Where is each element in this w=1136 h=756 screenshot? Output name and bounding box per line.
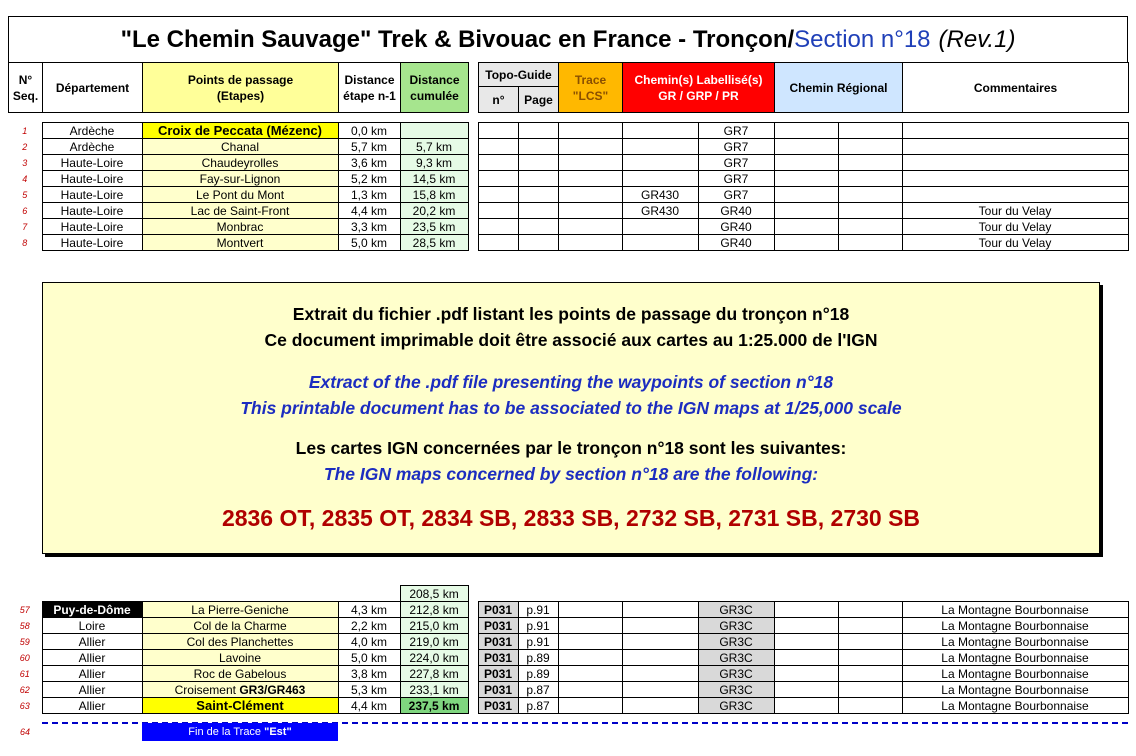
- table-cell: GR7: [698, 187, 774, 203]
- table-cell: [142, 586, 338, 602]
- table-cell: [558, 618, 622, 634]
- table-cell: p.89: [518, 666, 558, 682]
- table-cell: GR3C: [698, 634, 774, 650]
- table-cell: 58: [19, 620, 30, 631]
- table-cell: [902, 586, 1128, 602]
- table-cell: [838, 586, 902, 602]
- table-cell: 61: [19, 668, 30, 679]
- table-cell: Haute-Loire: [42, 219, 142, 235]
- table-cell: [774, 666, 838, 682]
- table-row: [8, 219, 1128, 235]
- table-cell: 5,0 km: [338, 235, 400, 251]
- table-cell: [518, 171, 558, 187]
- table-row: [8, 235, 1128, 251]
- table-cell: 62: [19, 684, 30, 695]
- table-cell: 2: [22, 141, 28, 152]
- table-cell: P031: [478, 666, 518, 682]
- table-row: [8, 203, 1128, 219]
- table-cell: GR3C: [698, 682, 774, 698]
- table-cell: Montvert: [142, 235, 338, 251]
- table-cell: 212,8 km: [400, 602, 468, 618]
- table-cell: [774, 602, 838, 618]
- table-cell: 15,8 km: [400, 187, 468, 203]
- table-cell: [478, 203, 518, 219]
- table-cell: 20,2 km: [400, 203, 468, 219]
- table-cell: [902, 187, 1128, 203]
- table-cell: [400, 123, 468, 139]
- table-cell: [468, 634, 478, 650]
- table-row: [8, 698, 1128, 714]
- table-cell: [902, 123, 1128, 139]
- table-cell: [902, 155, 1128, 171]
- table-cell: [558, 123, 622, 139]
- table-cell: Haute-Loire: [42, 171, 142, 187]
- table-cell: [468, 602, 478, 618]
- table-cell: Allier: [42, 650, 142, 666]
- table-cell: [774, 171, 838, 187]
- table-cell: [838, 123, 902, 139]
- table-cell: [478, 586, 518, 602]
- table-cell: Allier: [42, 634, 142, 650]
- table-cell: [478, 219, 518, 235]
- header-seq: N° Seq.: [9, 63, 43, 113]
- table-cell: 8: [22, 237, 28, 248]
- table-cell: [478, 123, 518, 139]
- table-cell: Haute-Loire: [42, 203, 142, 219]
- header-cumulative: Distance cumulée: [401, 63, 469, 113]
- table-cell: [468, 139, 478, 155]
- table-cell: p.91: [518, 618, 558, 634]
- table-cell: GR7: [698, 139, 774, 155]
- table-cell: [558, 586, 622, 602]
- table-cell: 5,7 km: [400, 139, 468, 155]
- table-cell: [558, 235, 622, 251]
- table-cell: [698, 586, 774, 602]
- header-topo-number: n°: [479, 87, 519, 113]
- table-cell: [622, 171, 698, 187]
- header-departement: Département: [43, 63, 143, 113]
- table-cell: [774, 634, 838, 650]
- table-cell: [558, 682, 622, 698]
- table-cell: [518, 139, 558, 155]
- table-cell: [622, 682, 698, 698]
- table-cell: GR40: [698, 235, 774, 251]
- table-cell: Allier: [42, 682, 142, 698]
- info-fr-line1: Extrait du fichier .pdf listant les points de passage du tronçon n°18: [292, 304, 850, 324]
- table-cell: Monbrac: [142, 219, 338, 235]
- table-cell: [622, 586, 698, 602]
- table-cell: Ardèche: [42, 123, 142, 139]
- table-cell: [838, 698, 902, 714]
- table-cell: 237,5 km: [400, 698, 468, 714]
- table-cell: 219,0 km: [400, 634, 468, 650]
- table-cell: La Montagne Bourbonnaise: [902, 634, 1128, 650]
- table-cell: 5,3 km: [338, 682, 400, 698]
- table-cell: GR430: [622, 203, 698, 219]
- table-cell: Col des Planchettes: [142, 634, 338, 650]
- table-cell: Col de la Charme: [142, 618, 338, 634]
- table-cell: [774, 235, 838, 251]
- header-points: Points de passage (Etapes): [143, 63, 339, 113]
- table-cell: 60: [19, 652, 30, 663]
- table-cell: [558, 171, 622, 187]
- table-cell: [774, 219, 838, 235]
- start-point: Croix de Peccata (Mézenc): [142, 123, 338, 139]
- table-cell: GR40: [698, 203, 774, 219]
- table-cell: GR40: [698, 219, 774, 235]
- info-fr-line3: Les cartes IGN concernées par le tronçon n°18 sont les suivantes:: [295, 438, 847, 458]
- table-cell: [774, 650, 838, 666]
- table-cell: [902, 171, 1128, 187]
- table-cell: P031: [478, 634, 518, 650]
- table-cell: P031: [478, 618, 518, 634]
- table-cell: [558, 187, 622, 203]
- table-cell: [838, 139, 902, 155]
- table-cell: [622, 219, 698, 235]
- table-cell: [622, 634, 698, 650]
- table-cell: [558, 650, 622, 666]
- table-cell: [558, 634, 622, 650]
- end-point: Saint-Clément: [142, 698, 338, 714]
- table-cell: 28,5 km: [400, 235, 468, 251]
- table-cell: Croisement GR3/GR463: [142, 682, 338, 698]
- title-revision: (Rev.1): [938, 25, 1016, 53]
- title-section: Section n°18: [794, 25, 931, 53]
- table-cell: p.89: [518, 650, 558, 666]
- table-cell: 3,8 km: [338, 666, 400, 682]
- table-cell: Ardèche: [42, 139, 142, 155]
- table-cell: [558, 666, 622, 682]
- table-cell: [838, 235, 902, 251]
- table-cell: 14,5 km: [400, 171, 468, 187]
- table-cell: La Montagne Bourbonnaise: [902, 666, 1128, 682]
- table-cell: [774, 586, 838, 602]
- table-cell: 63: [19, 700, 30, 711]
- table-cell: Haute-Loire: [42, 187, 142, 203]
- table-cell: 4: [22, 173, 28, 184]
- header-trace: Trace "LCS": [559, 63, 623, 113]
- table-cell: [558, 155, 622, 171]
- table-cell: [468, 123, 478, 139]
- table-cell: P031: [478, 602, 518, 618]
- carry-row: [8, 586, 1128, 602]
- table-cell: 5,7 km: [338, 139, 400, 155]
- table-cell: [478, 139, 518, 155]
- table-row: [8, 650, 1128, 666]
- table-cell: [478, 155, 518, 171]
- table-cell: [42, 586, 142, 602]
- table-cell: P031: [478, 650, 518, 666]
- table-cell: 4,3 km: [338, 602, 400, 618]
- table-cell: 233,1 km: [400, 682, 468, 698]
- header-chemin-labellise: Chemin(s) Labellisé(s) GR / GRP / PR: [623, 63, 775, 113]
- table-cell: [774, 698, 838, 714]
- table-cell: 3,3 km: [338, 219, 400, 235]
- table-cell: La Montagne Bourbonnaise: [902, 682, 1128, 698]
- bottom-rows-table: [8, 585, 1129, 714]
- table-cell: Tour du Velay: [902, 219, 1128, 235]
- table-cell: [838, 187, 902, 203]
- top-rows-table: [8, 122, 1129, 251]
- table-cell: [518, 219, 558, 235]
- table-cell: [774, 155, 838, 171]
- table-cell: [622, 618, 698, 634]
- table-row: [8, 602, 1128, 618]
- table-cell: 9,3 km: [400, 155, 468, 171]
- seq-64: 64: [19, 727, 30, 737]
- table-cell: [774, 187, 838, 203]
- table-cell: La Montagne Bourbonnaise: [902, 602, 1128, 618]
- table-cell: La Montagne Bourbonnaise: [902, 618, 1128, 634]
- header-table: [8, 62, 1129, 113]
- table-cell: [838, 171, 902, 187]
- table-cell: [478, 235, 518, 251]
- table-cell: Le Pont du Mont: [142, 187, 338, 203]
- table-cell: [774, 682, 838, 698]
- table-cell: [622, 235, 698, 251]
- table-cell: P031: [478, 698, 518, 714]
- table-cell: p.91: [518, 634, 558, 650]
- table-cell: [558, 139, 622, 155]
- table-cell: GR7: [698, 123, 774, 139]
- table-cell: [518, 235, 558, 251]
- table-cell: 1: [22, 125, 28, 136]
- table-cell: [468, 698, 478, 714]
- table-cell: [622, 698, 698, 714]
- info-box: [42, 282, 1100, 554]
- table-cell: La Pierre-Geniche: [142, 602, 338, 618]
- table-cell: [774, 618, 838, 634]
- table-cell: [622, 155, 698, 171]
- table-cell: [838, 682, 902, 698]
- table-cell: [774, 139, 838, 155]
- table-row: [8, 187, 1128, 203]
- table-cell: [558, 602, 622, 618]
- table-row: [8, 155, 1128, 171]
- info-en-line3: The IGN maps concerned by section n°18 are the following:: [323, 464, 819, 484]
- table-cell: [468, 682, 478, 698]
- table-cell: [468, 155, 478, 171]
- header-topo-page: Page: [519, 87, 559, 113]
- table-cell: 4,4 km: [338, 203, 400, 219]
- table-cell: [838, 650, 902, 666]
- table-cell: p.91: [518, 602, 558, 618]
- table-cell: 5: [22, 189, 28, 200]
- table-cell: [774, 123, 838, 139]
- table-cell: [558, 203, 622, 219]
- table-cell: Fay-sur-Lignon: [142, 171, 338, 187]
- info-en-line1: Extract of the .pdf file presenting the waypoints of section n°18: [308, 372, 834, 392]
- header-comments: Commentaires: [903, 63, 1129, 113]
- end-of-trace-label: Fin de la Trace "Est": [142, 723, 338, 741]
- table-cell: [468, 650, 478, 666]
- table-cell: [622, 123, 698, 139]
- header-distance: Distance étape n-1: [339, 63, 401, 113]
- ign-map-list: 2836 OT, 2835 OT, 2834 SB, 2833 SB, 2732 SB, 2731 SB, 2730 SB: [221, 505, 921, 531]
- table-cell: [518, 123, 558, 139]
- table-cell: [902, 139, 1128, 155]
- table-cell: 227,8 km: [400, 666, 468, 682]
- table-cell: [478, 171, 518, 187]
- info-en-line2: This printable document has to be associated to the IGN maps at 1/25,000 scale: [240, 398, 902, 418]
- table-cell: [8, 586, 42, 602]
- table-cell: [468, 618, 478, 634]
- table-cell: [774, 203, 838, 219]
- table-cell: [838, 203, 902, 219]
- sheet-title: [8, 16, 1128, 62]
- table-cell: 1,3 km: [338, 187, 400, 203]
- table-cell: [838, 219, 902, 235]
- title-main: "Le Chemin Sauvage" Trek & Bivouac en France - Tronçon/: [120, 25, 795, 53]
- table-cell: 3,6 km: [338, 155, 400, 171]
- table-cell: GR3C: [698, 618, 774, 634]
- table-cell: [518, 586, 558, 602]
- table-cell: Haute-Loire: [42, 155, 142, 171]
- header-chemin-regional: Chemin Régional: [775, 63, 903, 113]
- table-cell: 57: [19, 604, 30, 615]
- table-cell: [622, 139, 698, 155]
- table-cell: 23,5 km: [400, 219, 468, 235]
- table-cell: [468, 219, 478, 235]
- table-cell: Lavoine: [142, 650, 338, 666]
- table-row: [8, 618, 1128, 634]
- table-cell: Chaudeyrolles: [142, 155, 338, 171]
- table-cell: [468, 203, 478, 219]
- table-row: [8, 171, 1128, 187]
- table-cell: [468, 586, 478, 602]
- table-row: [8, 634, 1128, 650]
- table-cell: Chanal: [142, 139, 338, 155]
- table-cell: Tour du Velay: [902, 235, 1128, 251]
- table-row: [8, 682, 1128, 698]
- table-cell: [838, 155, 902, 171]
- table-cell: 208,5 km: [400, 586, 468, 602]
- table-cell: GR430: [622, 187, 698, 203]
- table-cell: 2,2 km: [338, 618, 400, 634]
- table-cell: 0,0 km: [338, 123, 400, 139]
- table-cell: [468, 187, 478, 203]
- table-cell: 4,0 km: [338, 634, 400, 650]
- table-cell: 3: [22, 157, 28, 168]
- table-cell: [478, 187, 518, 203]
- table-cell: Allier: [42, 698, 142, 714]
- table-cell: Haute-Loire: [42, 235, 142, 251]
- table-cell: Lac de Saint-Front: [142, 203, 338, 219]
- table-row: [8, 123, 1128, 139]
- table-cell: [838, 666, 902, 682]
- table-cell: 59: [19, 636, 30, 647]
- table-cell: 7: [22, 221, 28, 232]
- table-cell: 5,0 km: [338, 650, 400, 666]
- table-cell: 224,0 km: [400, 650, 468, 666]
- table-cell: [622, 602, 698, 618]
- table-cell: p.87: [518, 682, 558, 698]
- table-cell: [838, 602, 902, 618]
- table-cell: GR3C: [698, 666, 774, 682]
- table-cell: Allier: [42, 666, 142, 682]
- table-cell: [622, 666, 698, 682]
- table-cell: p.87: [518, 698, 558, 714]
- table-cell: GR3C: [698, 602, 774, 618]
- table-cell: [338, 586, 400, 602]
- table-cell: [468, 171, 478, 187]
- table-cell: [468, 666, 478, 682]
- table-cell: 5,2 km: [338, 171, 400, 187]
- table-cell: [558, 698, 622, 714]
- table-cell: [558, 219, 622, 235]
- table-cell: GR3C: [698, 650, 774, 666]
- table-cell: [468, 235, 478, 251]
- table-cell: 215,0 km: [400, 618, 468, 634]
- table-cell: [622, 650, 698, 666]
- table-cell: [518, 155, 558, 171]
- table-row: [8, 666, 1128, 682]
- table-cell: Loire: [42, 618, 142, 634]
- table-cell: 4,4 km: [338, 698, 400, 714]
- table-cell: Puy-de-Dôme: [42, 602, 142, 618]
- header-gap: [469, 63, 479, 113]
- table-cell: GR3C: [698, 698, 774, 714]
- table-cell: GR7: [698, 171, 774, 187]
- table-cell: La Montagne Bourbonnaise: [902, 698, 1128, 714]
- header-topo: Topo-Guide: [479, 63, 559, 87]
- table-cell: Tour du Velay: [902, 203, 1128, 219]
- table-cell: [838, 618, 902, 634]
- table-cell: 6: [22, 205, 28, 216]
- table-cell: [518, 203, 558, 219]
- table-cell: La Montagne Bourbonnaise: [902, 650, 1128, 666]
- table-row: [8, 139, 1128, 155]
- table-cell: P031: [478, 682, 518, 698]
- info-fr-line2: Ce document imprimable doit être associé aux cartes au 1:25.000 de l'IGN: [264, 330, 878, 350]
- table-cell: Roc de Gabelous: [142, 666, 338, 682]
- table-cell: [838, 634, 902, 650]
- table-cell: [518, 187, 558, 203]
- table-cell: GR7: [698, 155, 774, 171]
